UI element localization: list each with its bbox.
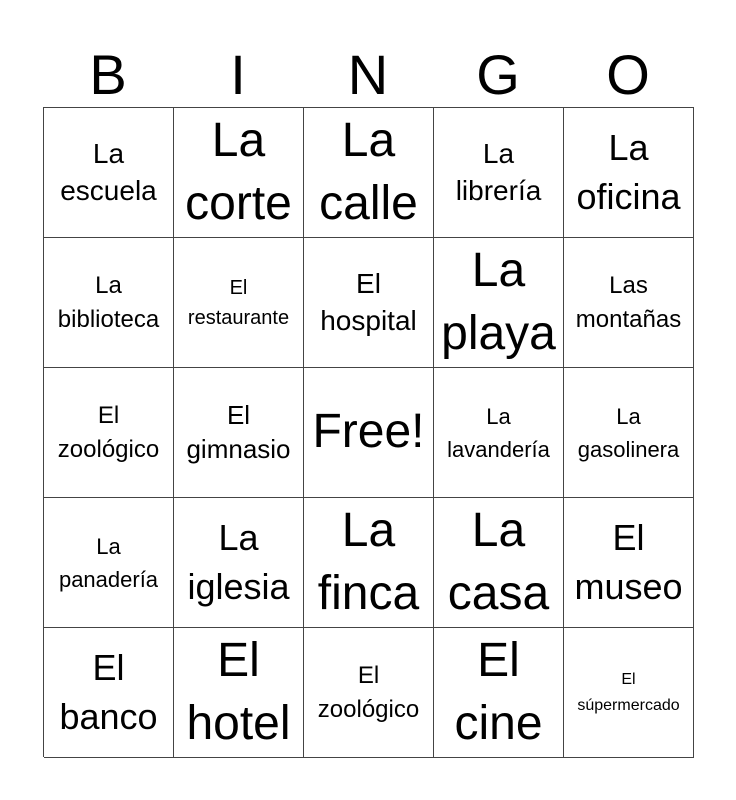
bingo-cell[interactable] xyxy=(174,368,304,498)
cell-label: El museo xyxy=(574,516,683,607)
bingo-cell[interactable] xyxy=(44,108,174,238)
cell-label: La iglesia xyxy=(187,516,290,607)
bingo-cell[interactable] xyxy=(44,628,174,758)
bingo-cell[interactable] xyxy=(434,498,564,628)
cell-label: La lavandería xyxy=(447,403,550,462)
bingo-cell[interactable] xyxy=(304,108,434,238)
cell-label: La corte xyxy=(185,114,292,230)
bingo-cell[interactable] xyxy=(44,368,174,498)
cell-label: La gasolinera xyxy=(577,403,680,462)
cell-label: El súpermercado xyxy=(577,670,680,714)
cell-label: La playa xyxy=(441,244,556,360)
bingo-cell[interactable] xyxy=(564,368,694,498)
bingo-cell[interactable] xyxy=(304,498,434,628)
bingo-cell[interactable] xyxy=(174,628,304,758)
cell-label: La librería xyxy=(455,138,542,206)
cell-label: La oficina xyxy=(576,126,681,217)
bingo-cell[interactable] xyxy=(304,238,434,368)
bingo-cell[interactable] xyxy=(174,108,304,238)
bingo-cell[interactable] xyxy=(174,498,304,628)
header-letter-g: G xyxy=(476,43,520,106)
bingo-cell[interactable] xyxy=(304,628,434,758)
header-letter-o: O xyxy=(606,43,650,106)
cell-label: El gimnasio xyxy=(186,399,291,464)
header-letter-i: I xyxy=(230,43,246,106)
cell-label: El restaurante xyxy=(187,276,290,329)
cell-label: El cine xyxy=(454,634,543,750)
cell-label: La escuela xyxy=(60,138,157,206)
cell-label: La casa xyxy=(447,504,550,620)
cell-label: La biblioteca xyxy=(57,271,160,333)
cell-label: Las montañas xyxy=(575,271,682,333)
cell-label: El hotel xyxy=(186,634,291,750)
cell-label: La calle xyxy=(319,114,418,230)
bingo-cell[interactable] xyxy=(564,108,694,238)
bingo-cell[interactable] xyxy=(434,368,564,498)
cell-label: El zoológico xyxy=(57,401,160,463)
bingo-header xyxy=(43,45,693,105)
bingo-cell[interactable] xyxy=(434,108,564,238)
bingo-cell[interactable] xyxy=(564,238,694,368)
header-letter-n: N xyxy=(347,43,389,106)
cell-label: El hospital xyxy=(320,268,417,336)
bingo-cell[interactable] xyxy=(434,238,564,368)
free-space-label: Free! xyxy=(312,405,425,459)
bingo-cell[interactable] xyxy=(434,628,564,758)
bingo-cell[interactable] xyxy=(174,238,304,368)
cell-label: La panadería xyxy=(58,533,159,592)
bingo-cell[interactable] xyxy=(44,238,174,368)
cell-label: El zoológico xyxy=(317,661,420,723)
bingo-cell[interactable] xyxy=(44,498,174,628)
bingo-cell[interactable] xyxy=(564,498,694,628)
bingo-cell[interactable] xyxy=(564,628,694,758)
header-letter-b: B xyxy=(89,43,127,106)
cell-label: La finca xyxy=(317,504,420,620)
bingo-board xyxy=(43,107,694,757)
cell-label: El banco xyxy=(59,646,158,737)
free-space-cell[interactable] xyxy=(304,368,434,498)
